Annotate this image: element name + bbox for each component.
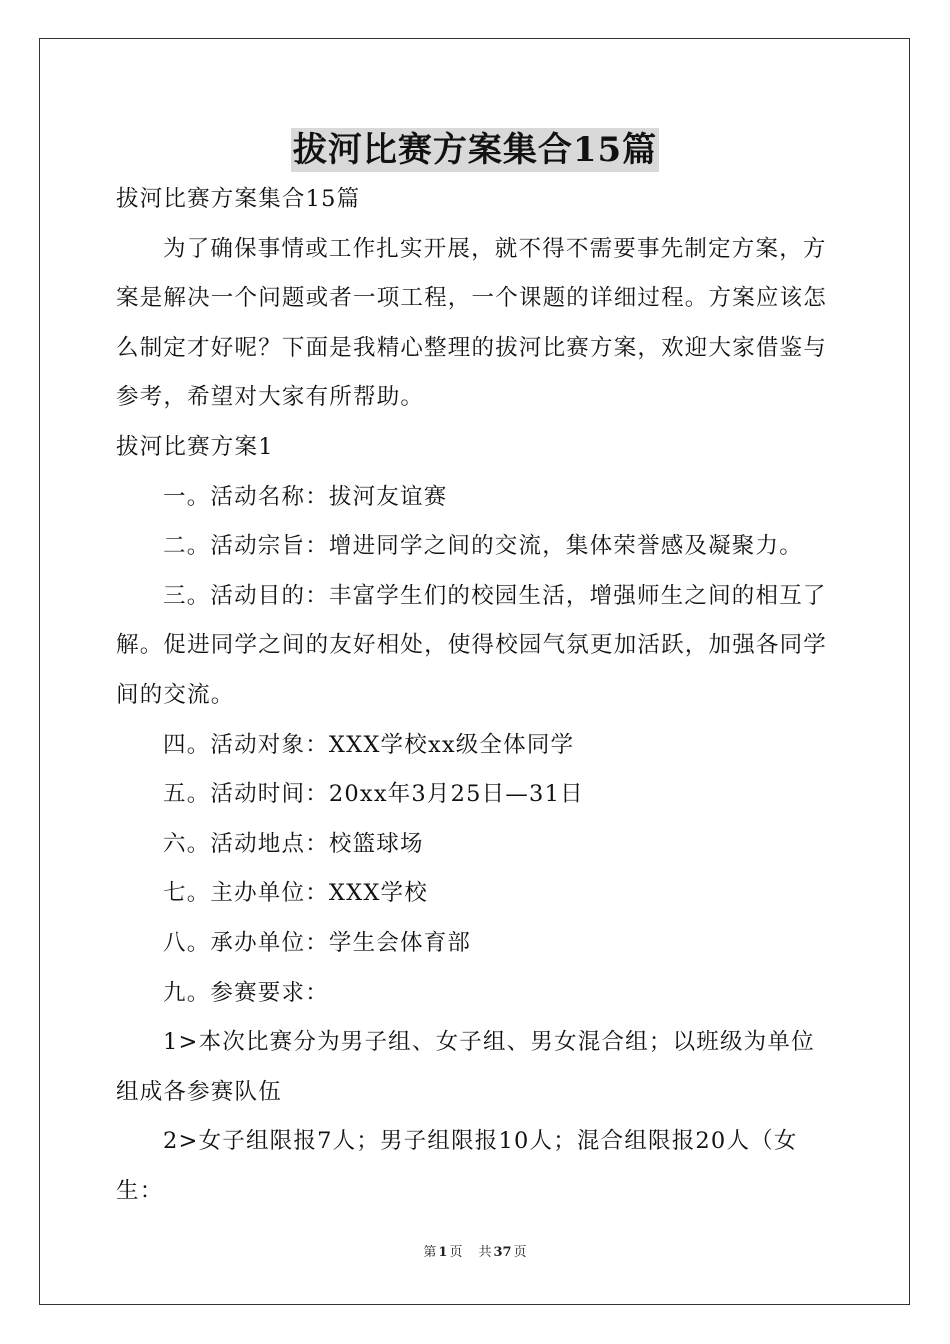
- page-footer: [0, 1244, 950, 1262]
- paragraph: 四。活动对象：XXX学校xx级全体同学: [163, 731, 575, 758]
- document-body: [116, 175, 836, 1216]
- title-container: [0, 128, 950, 172]
- paragraph: 九。参赛要求：: [163, 979, 329, 1006]
- page-number: 1: [438, 1245, 448, 1260]
- total-pages: 37: [493, 1245, 512, 1260]
- paragraph: 三。活动目的：丰富学生们的校园生活，增强师生之间的相互了解。促进同学之间的友好相处，使得校园气氛更加活跃，加强各同学间的交流。: [116, 582, 828, 708]
- paragraph: 八。承办单位：学生会体育部: [163, 929, 472, 956]
- paragraph: 二。活动宗旨：增进同学之间的交流，集体荣誉感及凝聚力。: [163, 533, 803, 560]
- paragraph: 为了确保事情或工作扎实开展，就不得不需要事先制定方案，方案是解决一个问题或者一项工程，一个课题的详细过程。方案应该怎么制定才好呢？下面是我精心整理的拔河比赛方案，欢迎大家借鉴与参考，希望对大家有所帮助。: [116, 235, 828, 411]
- document-title: 拔河比赛方案集合15篇: [292, 130, 658, 170]
- page-prefix: 第: [423, 1245, 437, 1260]
- paragraph: 五。活动时间：20xx年3月25日—31日: [163, 781, 584, 808]
- paragraph: 七。主办单位：XXX学校: [163, 880, 428, 907]
- paragraph: 一。活动名称：拔河友谊赛: [163, 483, 448, 510]
- page-suffix: 页: [449, 1245, 463, 1260]
- total-prefix: 共: [478, 1245, 492, 1260]
- total-suffix: 页: [513, 1245, 527, 1260]
- section-heading: 拔河比赛方案1: [116, 433, 274, 460]
- paragraph: 2>女子组限报7人；男子组限报10人；混合组限报20人（女生：: [116, 1128, 798, 1204]
- paragraph: 拔河比赛方案集合15篇: [116, 186, 361, 212]
- paragraph: 六。活动地点：校篮球场: [163, 830, 424, 857]
- paragraph: 1>本次比赛分为男子组、女子组、男女混合组；以班级为单位组成各参赛队伍: [116, 1029, 815, 1105]
